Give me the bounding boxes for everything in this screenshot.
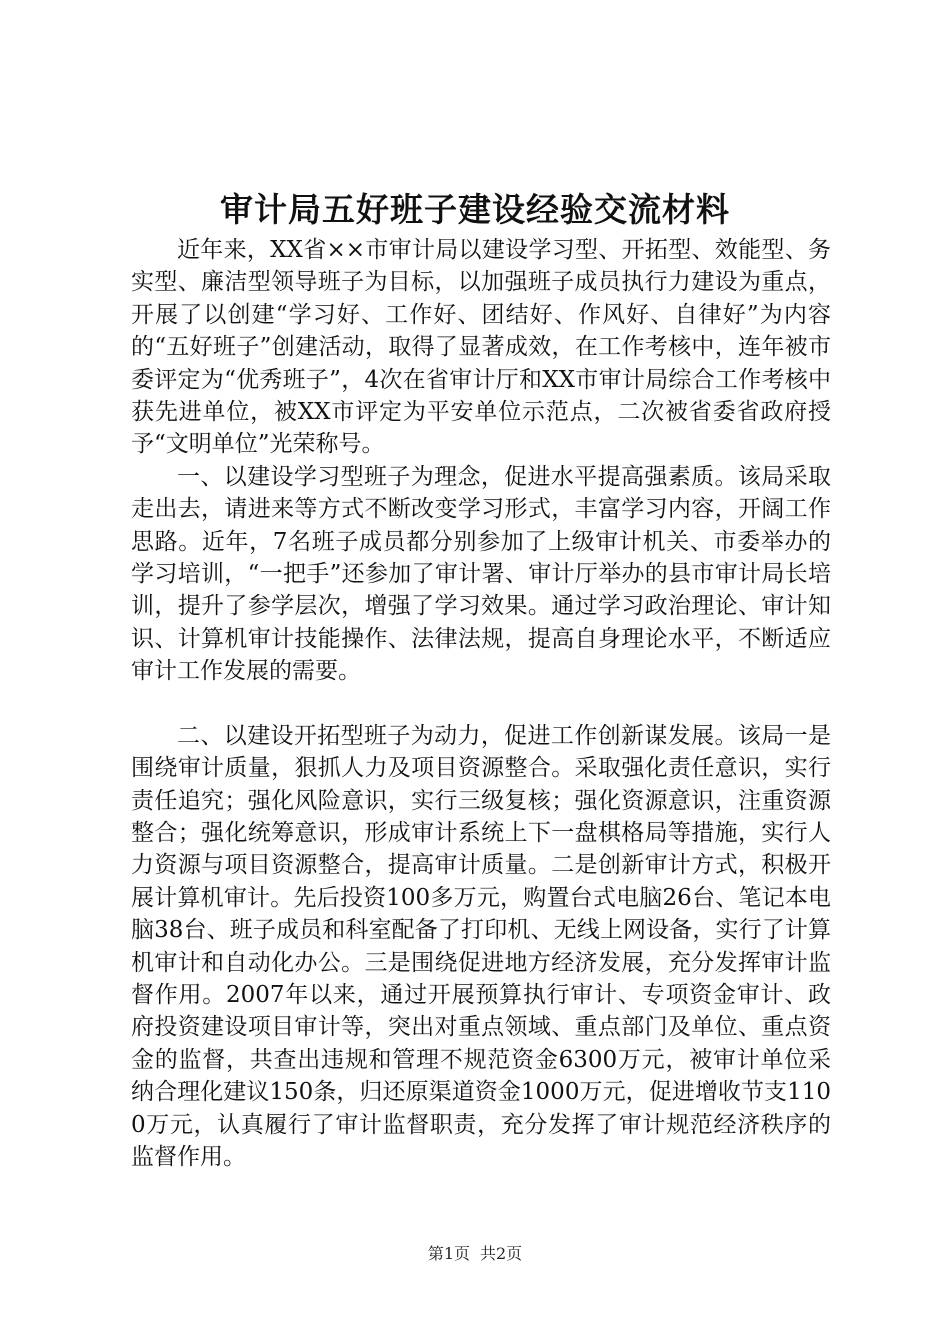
page-footer (0, 1242, 950, 1266)
page-number-total: 共2页 (480, 1244, 523, 1263)
document-body (131, 234, 831, 1173)
paragraph-section-two: 二、以建设开拓型班子为动力，促进工作创新谋发展。该局一是围绕审计质量，狠抓人力及项目资源整合。采取强化责任意识，实行责任追究；强化风险意识，实行三级复核；强化资源意识，注重资源整合；强化统筹意识，形成审计系统上下一盘棋格局等措施，实行人力资源与项目资源整合，提高审计质量。二是创新审计方式，积极开展计算机审计。先后投资100多万元，购置台式电脑26台、笔记本电脑38台、班子成员和科室配备了打印机、无线上网设备，实行了计算机审计和自动化办公。三是围绕促进地方经济发展，充分发挥审计监督作用。2007年以来，通过开展预算执行审计、专项资金审计、政府投资建设项目审计等，突出对重点领域、重点部门及单位、重点资金的监督，共查出违规和管理不规范资金6300万元，被审计单位采纳合理化建议150条，归还原渠道资金1000万元，促进增收节支1100万元，认真履行了审计监督职责，充分发挥了审计规范经济秩序的监督作用。 (131, 722, 831, 1170)
document-title: 审计局五好班子建设经验交流材料 (220, 190, 730, 229)
page-number-current: 第1页 (427, 1244, 470, 1263)
paragraph-intro: 近年来，XX省××市审计局以建设学习型、开拓型、效能型、务实型、廉洁型领导班子为目标，以加强班子成员执行力建设为重点，开展了以创建“学习好、工作好、团结好、作风好、自律好”为内容的“五好班子”创建活动，取得了显著成效，在工作考核中，连年被市委评定为“优秀班子”，4次在省审计厅和XX市审计局综合工作考核中获先进单位，被XX市评定为平安单位示范点，二次被省委省政府授予“文明单位”光荣称号。 (131, 237, 831, 458)
paragraph-section-one: 一、以建设学习型班子为理念，促进水平提高强素质。该局采取走出去，请进来等方式不断改变学习形式，丰富学习内容，开阔工作思路。近年，7名班子成员都分别参加了上级审计机关、市委举办的学习培训，“一把手”还参加了审计署、审计厅举办的县市审计局长培训，提升了参学层次，增强了学习效果。通过学习政治理论、审计知识、计算机审计技能操作、法律法规，提高自身理论水平，不断适应审计工作发展的需要。 (131, 463, 831, 685)
